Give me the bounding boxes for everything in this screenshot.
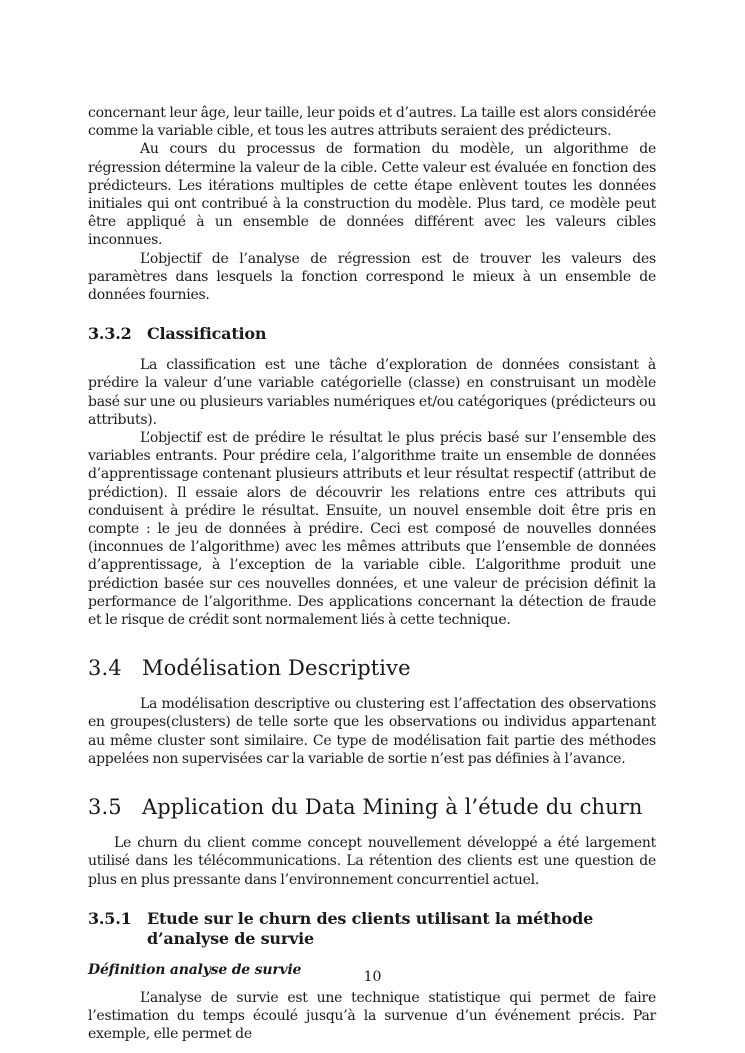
section-heading-3-5 (88, 794, 656, 820)
section-number: 3.5 (88, 795, 122, 820)
section-number: 3.3.2 (88, 324, 132, 344)
classification-paragraph-2: L’objectif est de prédire le résultat le plus précis basé sur l’ensemble des variables entrants. Pour prédire cela, l’algorithme traite un ensemble de données d’apprentissage contenant plusieurs attributs et leur résultat respectif (attribut de prédiction). Il essaie alors de découvrir les relations entre ces attributs qui conduisent à prédire le résultat. Ensuite, un nouvel ensemble doit être pris en compte : le jeu de données à prédire. Ceci est composé de nouvelles données (inconnues de l’algorithme) avec les mêmes attributs que l’ensemble de données d’apprentissage, à l’exception de la variable cible. L’algorithme produit une prédiction basée sur ces nouvelles données, et une valeur de précision définit la performance de l’algorithme. Des applications concernant la détection de fraude et le risque de crédit sont normalement liés à cette technique. (88, 430, 656, 629)
descriptive-paragraph-1: La modélisation descriptive ou clustering est l’affectation des observations en groupes(clusters) de telle sorte que les observations ou individus appartenant au même cluster sont similaire. Ce type de modélisation fait partie des méthodes appelées non supervisées car la variable de sortie n’est pas définies à l’avance. (88, 696, 656, 767)
section-heading-3-5-1 (88, 909, 656, 949)
intro-paragraph-1: concernant leur âge, leur taille, leur poids et d’autres. La taille est alors considérée comme la variable cible, et tous les autres attributs seraient des prédicteurs. (88, 105, 656, 140)
section-heading-3-4 (88, 655, 656, 681)
churn-paragraph-1: Le churn du client comme concept nouvellement développé a été largement utilisé dans les télécommunications. La rétention des clients est une question de plus en plus pressante dans l’environnement concurrentiel actuel. (88, 835, 656, 888)
section-heading-3-3-2 (88, 324, 656, 344)
section-number: 3.5.1 (88, 908, 132, 928)
section-title: Classification (147, 324, 267, 344)
section-title: Application du Data Mining à l’étude du churn (142, 795, 643, 820)
section-title: Modélisation Descriptive (142, 656, 411, 681)
classification-paragraph-1: La classification est une tâche d’exploration de données consistant à prédire la valeur d’une variable catégorielle (classe) en construisant un modèle basé sur une ou plusieurs variables numériques et/ou catégoriques (prédicteurs ou attributs). (88, 357, 656, 428)
page-body (88, 104, 656, 1043)
intro-paragraph-2: Au cours du processus de formation du modèle, un algorithme de régression détermine la valeur de la cible. Cette valeur est évaluée en fonction des prédicteurs. Les itérations multiples de cette étape enlèvent toutes les données initiales qui ont contribué à la construction du modèle. Plus tard, ce modèle peut être appliqué à un ensemble de données différent avec les valeurs cibles inconnues. (88, 141, 656, 249)
section-number: 3.4 (88, 656, 122, 681)
page-number: 10 (363, 969, 382, 985)
intro-paragraph-3: L’objectif de l’analyse de régression est de trouver les valeurs des paramètres dans lesquels la fonction correspond le mieux à un ensemble de données fournies. (88, 250, 656, 304)
survival-paragraph-1: L’analyse de survie est une technique statistique qui permet de faire l’estimation du temps écoulé jusqu’à la survenue d’un événement précis. Par exemple, elle permet de (88, 989, 656, 1043)
paragraph-heading: Définition analyse de survie (88, 961, 302, 978)
section-title: Etude sur le churn des clients utilisant la méthode d’analyse de survie (147, 908, 594, 948)
